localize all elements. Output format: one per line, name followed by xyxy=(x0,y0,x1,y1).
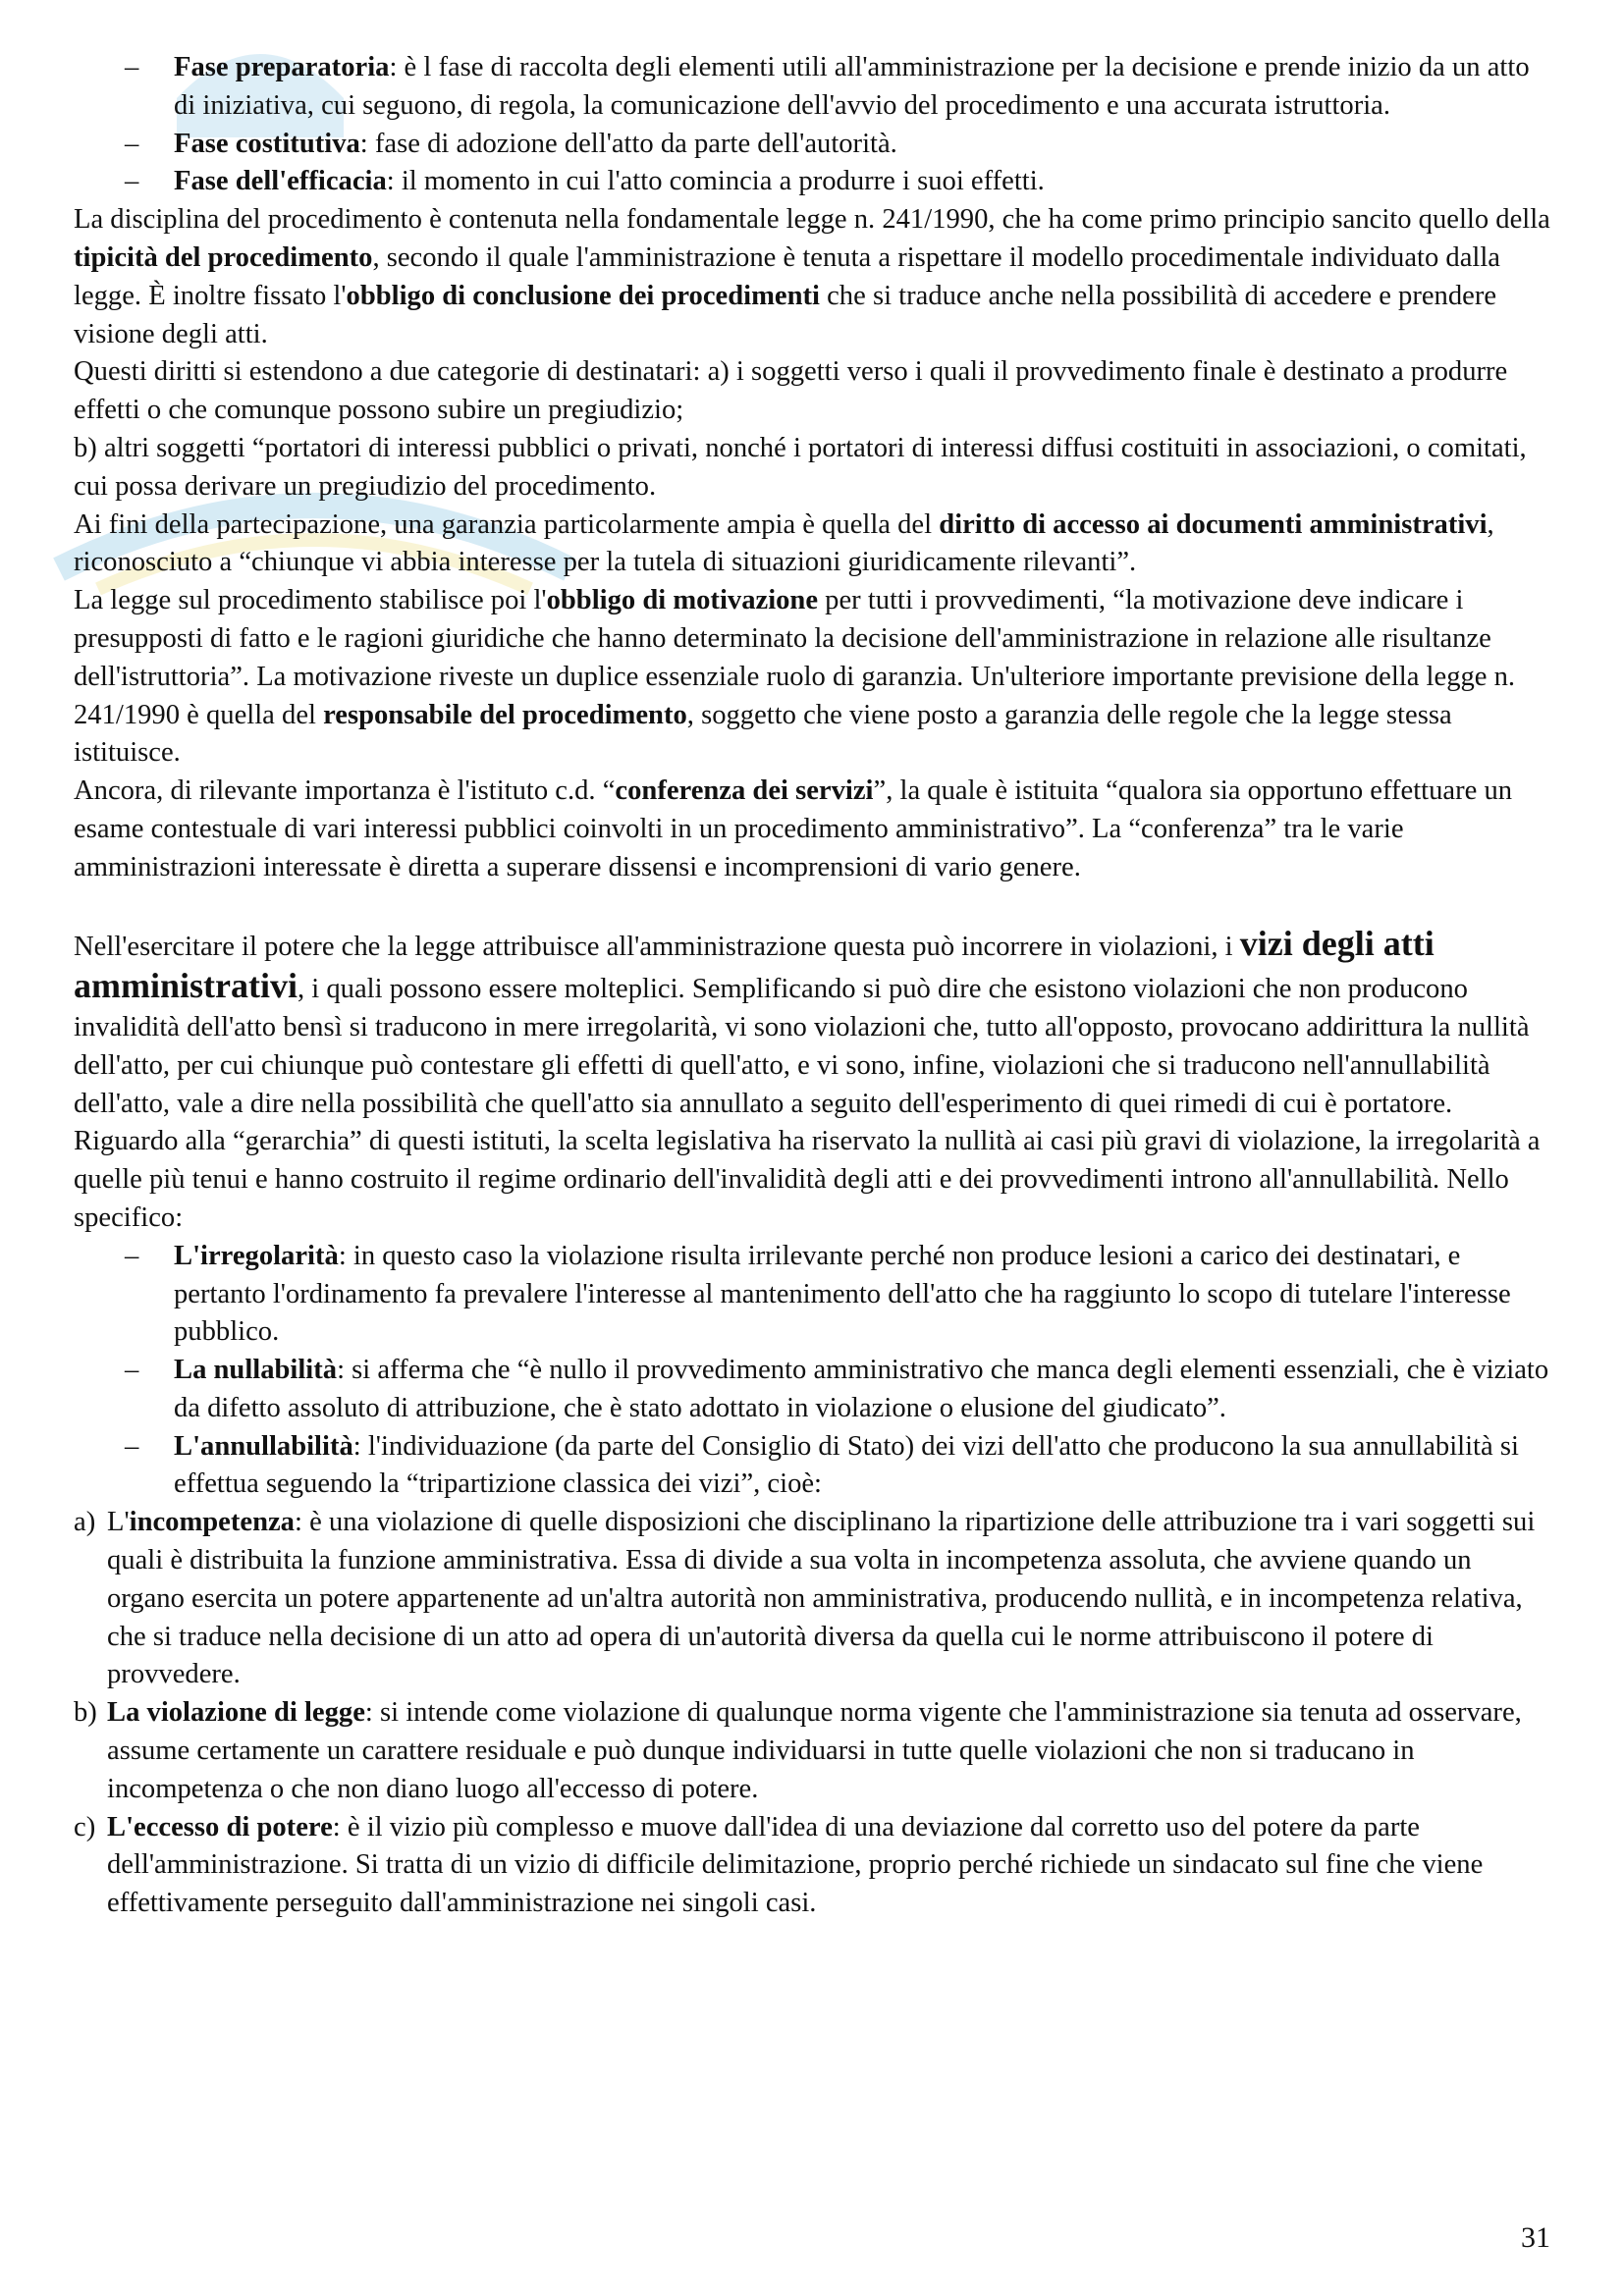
list-item xyxy=(74,49,1551,126)
paragraph-motivazione xyxy=(74,582,1551,773)
bold-term: obbligo di conclusione dei procedimenti xyxy=(346,280,820,311)
text-span: Ai fini della partecipazione, una garanzia particolarmente ampia è quella del xyxy=(74,508,940,540)
paragraph-gap xyxy=(74,887,1551,926)
text-span: Ancora, di rilevante importanza è l'istituto c.d. “ xyxy=(74,775,616,807)
item-term: La violazione di legge xyxy=(107,1697,365,1729)
list-term: Fase preparatoria xyxy=(174,52,390,82)
text-span: , soggetto che viene posto a garanzia delle regole che la legge stessa istituisce. xyxy=(74,699,1452,769)
item-prefix: L' xyxy=(107,1507,130,1538)
item-text: : è il vizio più complesso e muove dall'idea di una deviazione dal corretto uso del potere da parte dell'amministrazione. Si tratta di un vizio di difficile delimitazione, proprio perché richiede un sindacato sul fine che viene effettivamente perseguito dall'amministrazione nei singoli casi. xyxy=(107,1811,1484,1919)
lettered-item xyxy=(74,1504,1551,1694)
text-span: Nell'esercitare il potere che la legge attribuisce all'amministrazione questa può incorrere in violazioni, i xyxy=(74,932,1240,963)
text-span: La disciplina del procedimento è contenuta nella fondamentale legge n. 241/1990, che ha come primo principio sancito quello della xyxy=(74,204,1550,236)
list-text: : è l fase di raccolta degli elementi utili all'amministrazione per la decisione e prende inizio da un atto di iniziativa, cui seguono, di regola, la comunicazione dell'avvio del procedimento e una accurata istruttoria. xyxy=(174,52,1530,121)
vizi-list xyxy=(74,1238,1551,1505)
bold-term: obbligo di motivazione xyxy=(546,585,819,616)
lettered-item xyxy=(74,1694,1551,1808)
list-item xyxy=(74,1238,1551,1352)
list-text: : il momento in cui l'atto comincia a produrre i suoi effetti. xyxy=(386,166,1045,197)
text-span: che si traduce anche nella possibilità di accedere e prendere visione degli atti. xyxy=(74,280,1497,349)
dash-bullet: – xyxy=(125,166,139,197)
bold-term-large: vizi degli atti amministrativi xyxy=(74,924,1435,1006)
list-term: Fase costitutiva xyxy=(174,128,360,159)
letter-label: c) xyxy=(74,1811,96,1842)
tripartizione-list xyxy=(74,1504,1551,1923)
text-span: , riconosciuto a “chiunque vi abbia interesse per la tutela di situazioni giuridicamente rilevanti”. xyxy=(74,508,1494,578)
phase-list xyxy=(74,49,1551,201)
dash-bullet: – xyxy=(125,1355,139,1386)
letter-label: b) xyxy=(74,1697,97,1729)
text-span: La legge sul procedimento stabilisce poi l' xyxy=(74,585,547,616)
list-item xyxy=(74,126,1551,164)
list-term: Fase dell'efficacia xyxy=(174,166,387,197)
bold-term: conferenza dei servizi xyxy=(615,775,874,807)
lettered-item xyxy=(74,1809,1551,1923)
item-term: incompetenza xyxy=(129,1507,295,1538)
bold-term: responsabile del procedimento xyxy=(323,699,687,730)
dash-bullet: – xyxy=(125,1430,139,1462)
list-text: : l'individuazione (da parte del Consiglio di Stato) dei vizi dell'atto che producono la sua annullabilità si effettua seguendo la “tripartizione classica dei vizi”, cioè: xyxy=(174,1430,1519,1500)
dash-bullet: – xyxy=(125,128,139,159)
item-text: : è una violazione di quelle disposizioni che disciplinano la ripartizione delle attribuzione tra i vari soggetti sui quali è distribuita la funzione amministrativa. Essa di divide a sua volta in incompetenza assoluta, che avviene quando un organo esercita un potere appartenente ad un'altra autorità non amministrativa, producendo nullità, e in incompetenza relativa, che si traduce nella decisione di un atto ad opera di un'autorità diversa da quella cui le norme attribuiscono il potere di provvedere. xyxy=(107,1507,1536,1690)
paragraph-legge-241 xyxy=(74,201,1551,353)
text-span: ”, la quale è istituita “qualora sia opportuno effettuare un esame contestuale di vari interessi pubblici coinvolti in un procedimento amministrativo”. La “conferenza” tra le varie amministrazioni interessate è diretta a superare dissensi e incomprensioni di vario genere. xyxy=(74,775,1513,882)
bold-term: diritto di accesso ai documenti amministrativi xyxy=(939,508,1488,540)
list-item xyxy=(74,1352,1551,1428)
list-term: L'annullabilità xyxy=(174,1430,353,1462)
main-text xyxy=(74,49,1551,1923)
list-text: : in questo caso la violazione risulta irrilevante perché non produce lesioni a carico dei destinatari, e pertanto l'ordinamento fa prevalere l'interesse al mantenimento dell'atto che ha raggiunto lo scopo di tutelare l'interesse pubblico. xyxy=(174,1240,1511,1348)
list-text: : si afferma che “è nullo il provvedimento amministrativo che manca degli elementi essenziali, che è viziato da difetto assoluto di attribuzione, che è stato adottato in violazione o elusione del giudicato”. xyxy=(174,1355,1549,1423)
paragraph-conferenza xyxy=(74,773,1551,886)
page-number: 31 xyxy=(1521,2221,1550,2254)
paragraph-destinatari: Questi diritti si estendono a due categorie di destinatari: a) i soggetti verso i quali il provvedimento finale è destinato a produrre effetti o che comunque possono subire un pregiudizio; xyxy=(74,356,1508,426)
text-span: , secondo il quale l'amministrazione è tenuta a rispettare il modello procedimentale individuato dalla legge. È inoltre fissato l' xyxy=(74,241,1500,311)
list-item xyxy=(74,1428,1551,1505)
dash-bullet: – xyxy=(125,52,139,82)
paragraph-accesso xyxy=(74,507,1551,583)
item-term: L'eccesso di potere xyxy=(107,1811,333,1842)
paragraph-vizi xyxy=(74,925,1551,1237)
list-text: : fase di adozione dell'atto da parte dell'autorità. xyxy=(359,128,897,159)
paragraph-altri-soggetti: b) altri soggetti “portatori di interessi pubblici o privati, nonché i portatori di interessi diffusi costituiti in associazioni, o comitati, cui possa derivare un pregiudizio del procedimento. xyxy=(74,432,1527,502)
text-span: per tutti i provvedimenti, “la motivazione deve indicare i presupposti di fatto e le ragioni giuridiche che hanno determinato la decisione dell'amministrazione in relazione alle risultanze dell'istruttoria”. La motivazione riveste un duplice essenziale ruolo di garanzia. Un'ulteriore importante previsione della legge n. 241/1990 è quella del xyxy=(74,585,1516,730)
item-text: : si intende come violazione di qualunque norma vigente che l'amministrazione sia tenuta ad osservare, assume certamente un carattere residuale e può dunque individuarsi in tutte quelle violazioni che non si traducano in incompetenza o che non diano luogo all'eccesso di potere. xyxy=(107,1697,1522,1804)
dash-bullet: – xyxy=(125,1240,139,1271)
bold-term: tipicità del procedimento xyxy=(74,241,373,273)
letter-label: a) xyxy=(74,1507,96,1538)
list-term: La nullabilità xyxy=(174,1355,338,1386)
text-span: , i quali possono essere molteplici. Semplificando si può dire che esistono violazioni che non producono invalidità dell'atto bensì si traducono in mere irregolarità, vi sono violazioni che, tutto all'opposto, provocano addirittura la nullità dell'atto, per cui chiunque può contestare gli effetti di quell'atto, e vi sono, infine, violazioni che si traducono nell'annullabilità dell'atto, vale a dire nella possibilità che quell'atto sia annullato a seguito dell'esperimento di quei rimedi di cui è portatore. Riguardo alla “gerarchia” di questi istituti, la scelta legislativa ha riservato la nullità ai casi più gravi di violazione, la irregolarità a quelle più tenui e hanno costruito il regime ordinario dell'invalidità degli atti e dei provvedimenti introno all'annullabilità. Nello specifico: xyxy=(74,974,1541,1233)
list-term: L'irregolarità xyxy=(174,1240,339,1271)
list-item xyxy=(74,163,1551,201)
